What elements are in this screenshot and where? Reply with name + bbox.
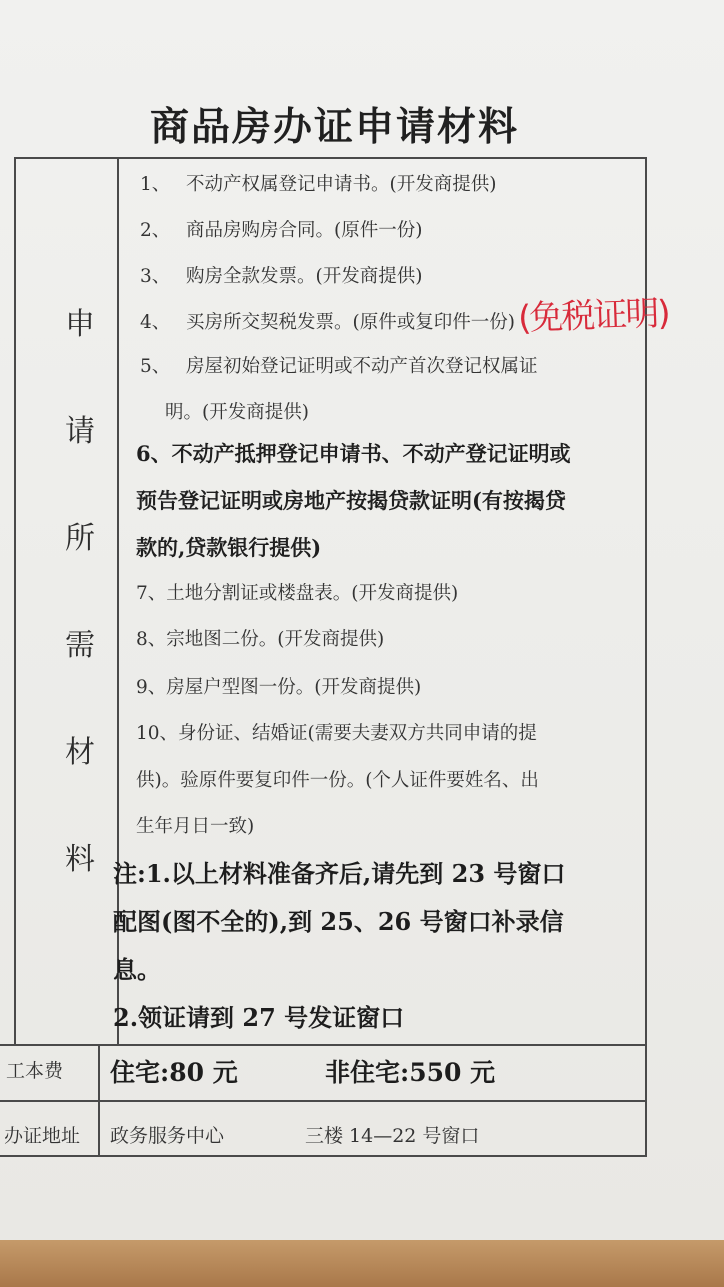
section-label-vertical [60,300,100,942]
list-item: 3、 购房全款发票。(开发商提供) [140,266,423,287]
lower-column-divider [98,1045,100,1156]
fee-residential: 住宅:80 元 [110,1058,238,1087]
list-item-continuation: 供)。验原件要复印件一份。(个人证件要姓名、出 [136,770,539,791]
section-label-char: 需 [65,628,95,663]
list-item: 5、 房屋初始登记证明或不动产首次登记权属证 [140,356,538,377]
document-title: 商品房办证申请材料 [150,104,520,150]
list-item: 7、土地分割证或楼盘表。(开发商提供) [136,583,459,604]
list-item: 10、身份证、结婚证(需要夫妻双方共同申请的提 [136,723,537,744]
address-window: 三楼 14—22 号窗口 [305,1125,480,1147]
handwritten-annotation: (免税证明) [517,293,670,339]
section-label-char: 请 [65,414,95,449]
section-label-char: 材 [65,735,95,770]
section-label-char: 所 [65,521,95,556]
fee-label: 工本费 [6,1060,64,1082]
item-6-block: 6、不动产抵押登记申请书、不动产登记证明或 预告登记证明或房地产按揭贷款证明(有按揭贷 款的,贷款银行提供) [136,441,571,560]
list-item-continuation: 明。(开发商提供) [165,402,309,423]
list-item: 4、 买房所交契税发票。(原件或复印件一份) [140,312,515,333]
desk-surface [0,1240,724,1287]
list-item-continuation: 生年月日一致) [136,816,255,837]
table-border-left [14,158,16,1046]
section-label-char: 料 [65,842,95,877]
table-border-top [14,157,646,159]
list-item: 8、宗地图二份。(开发商提供) [136,629,385,650]
list-item: 2、 商品房购房合同。(原件一份) [140,220,423,241]
section-label-char: 申 [65,307,95,342]
note-block: 注:1.以上材料准备齐后,请先到 23 号窗口 配图(图不全的),到 25、26 号窗口补录信 息。 2.领证请到 27 号发证窗口 [113,859,566,1032]
address-label: 办证地址 [4,1125,81,1147]
address-place: 政务服务中心 [110,1125,225,1147]
list-item: 9、房屋户型图一份。(开发商提供) [136,677,422,698]
fee-non-residential: 非住宅:550 元 [325,1058,496,1087]
list-item: 1、 不动产权属登记申请书。(开发商提供) [140,174,497,195]
